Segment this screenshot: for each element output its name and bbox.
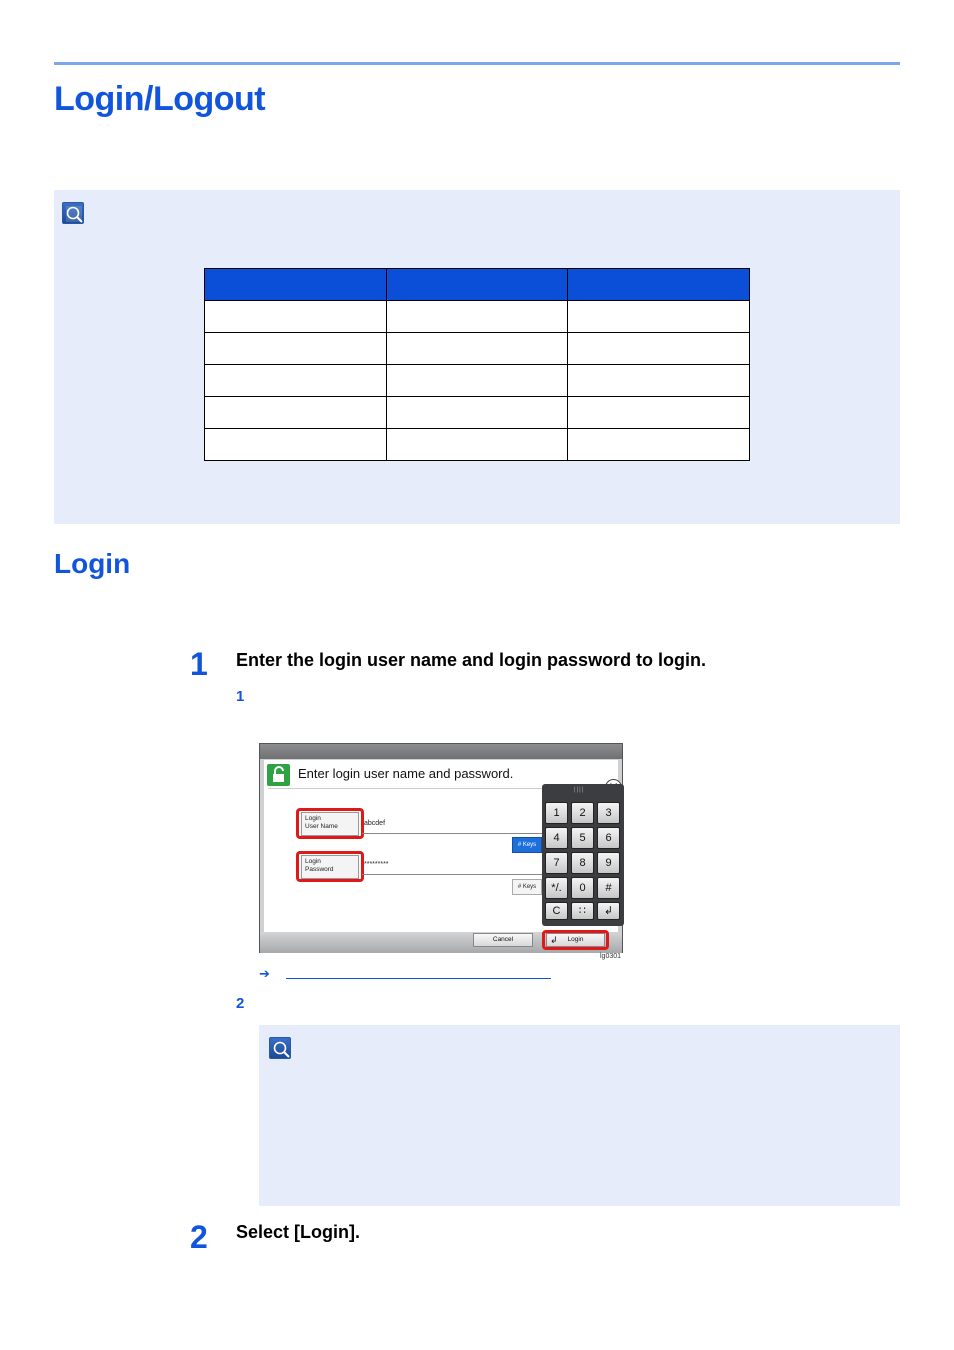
- key-grid[interactable]: ∷: [571, 902, 594, 920]
- key-symbols[interactable]: */.: [545, 877, 568, 899]
- username-label-line2: User Name: [305, 823, 338, 830]
- table-cell: [205, 301, 387, 333]
- key-3[interactable]: 3: [597, 802, 620, 824]
- table-cell: [205, 333, 387, 365]
- note-icon: [62, 202, 84, 224]
- table-row: [205, 333, 750, 365]
- table-header-cell: [386, 269, 568, 301]
- key-enter[interactable]: ↲: [597, 902, 620, 920]
- table-cell: [386, 397, 568, 429]
- step-text: Enter the login user name and login password to login.: [236, 650, 707, 670]
- key-clear[interactable]: C: [545, 902, 568, 920]
- table-header-cell: [205, 269, 387, 301]
- key-7[interactable]: 7: [545, 852, 568, 874]
- cancel-button[interactable]: Cancel: [473, 933, 533, 947]
- step-number: 1: [190, 646, 208, 682]
- section-title: Login: [54, 548, 131, 579]
- table-cell: [568, 397, 750, 429]
- step-text: Select [Login].: [236, 1222, 361, 1242]
- image-caption: lg0301: [600, 953, 622, 960]
- screen-prompt: Enter login user name and password.: [298, 766, 514, 781]
- step-number: 2: [190, 1219, 208, 1255]
- enter-icon: ↲: [550, 935, 558, 945]
- substep-number: 1: [236, 688, 245, 705]
- substep-number: 2: [236, 995, 245, 1012]
- key-hash[interactable]: #: [597, 877, 620, 899]
- password-label-line1: Login: [305, 858, 321, 865]
- password-field[interactable]: *********: [362, 859, 542, 875]
- screen-topbar: [260, 744, 622, 759]
- unlock-icon: [267, 764, 290, 786]
- table-header-row: [205, 269, 750, 301]
- key-9[interactable]: 9: [597, 852, 620, 874]
- key-5[interactable]: 5: [571, 827, 594, 849]
- keypad-grip: ||||: [574, 787, 585, 793]
- login-button[interactable]: [546, 933, 605, 947]
- key-6[interactable]: 6: [597, 827, 620, 849]
- key-1[interactable]: 1: [545, 802, 568, 824]
- reference-link[interactable]: [286, 978, 551, 979]
- table-cell: [386, 301, 568, 333]
- reference-arrow-icon: ➔: [259, 966, 270, 981]
- table-row: [205, 397, 750, 429]
- divider: [268, 788, 544, 789]
- login-button-label: Login: [567, 936, 584, 943]
- table-row: [205, 301, 750, 333]
- table-cell: [386, 333, 568, 365]
- table-cell: [205, 365, 387, 397]
- key-2[interactable]: 2: [571, 802, 594, 824]
- username-field[interactable]: abcdef: [362, 818, 542, 834]
- password-label-line2: Password: [305, 866, 334, 873]
- table-cell: [386, 365, 568, 397]
- username-label-line1: Login: [305, 815, 321, 822]
- top-rule: [54, 62, 900, 65]
- key-4[interactable]: 4: [545, 827, 568, 849]
- key-8[interactable]: 8: [571, 852, 594, 874]
- info-table: [204, 268, 750, 461]
- table-row: [205, 365, 750, 397]
- username-label[interactable]: [301, 812, 359, 836]
- table-header-cell: [568, 269, 750, 301]
- password-label[interactable]: [301, 855, 359, 879]
- key-0[interactable]: 0: [571, 877, 594, 899]
- table-cell: [205, 429, 387, 461]
- table-cell: [568, 333, 750, 365]
- table-row: [205, 429, 750, 461]
- table-cell: [568, 301, 750, 333]
- login-screenshot: [259, 743, 623, 953]
- note-icon: [269, 1037, 291, 1059]
- keys-button[interactable]: # Keys: [512, 879, 542, 895]
- table-cell: [568, 365, 750, 397]
- table-cell: [386, 429, 568, 461]
- table-cell: [205, 397, 387, 429]
- numeric-keypad: [542, 784, 624, 926]
- note-box: [259, 1025, 900, 1206]
- page-title: Login/Logout: [54, 80, 266, 118]
- keys-button[interactable]: # Keys: [512, 837, 542, 853]
- table-cell: [568, 429, 750, 461]
